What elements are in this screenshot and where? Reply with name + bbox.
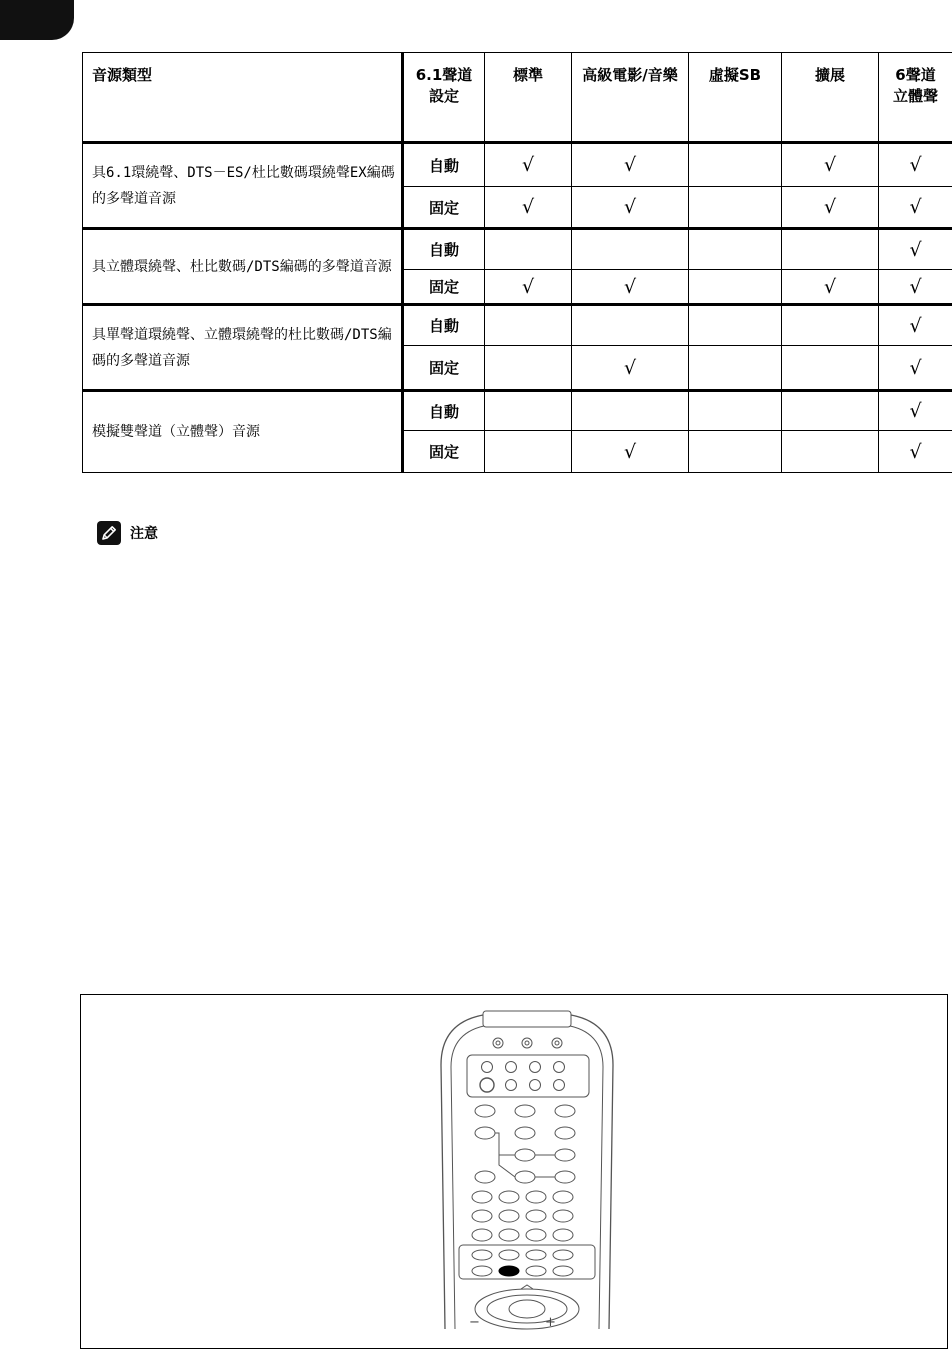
check-cell: √ — [782, 187, 879, 229]
header-source-type: 音源類型 — [83, 53, 403, 143]
check-cell: √ — [879, 143, 952, 187]
header-61ch-setting-line1: 6.1聲道 — [415, 66, 473, 84]
table-row — [83, 305, 952, 346]
source-type-cell: 模擬雙聲道（立體聲）音源 — [83, 391, 403, 473]
check-cell: √ — [572, 346, 689, 391]
check-cell — [689, 187, 782, 229]
check-cell — [572, 229, 689, 270]
check-cell — [689, 229, 782, 270]
pencil-icon — [97, 521, 121, 545]
check-cell — [689, 305, 782, 346]
check-cell: √ — [572, 270, 689, 305]
header-standard: 標準 — [485, 53, 572, 143]
setting-cell: 自動 — [403, 305, 485, 346]
setting-cell: 自動 — [403, 391, 485, 431]
header-61ch-setting — [403, 53, 485, 143]
check-cell — [689, 431, 782, 473]
header-61ch-setting-line2: 設定 — [428, 87, 459, 105]
minus-symbol: − — [469, 1315, 480, 1330]
check-cell: √ — [879, 431, 952, 473]
note-label: 注意 — [130, 526, 158, 542]
setting-cell: 固定 — [403, 431, 485, 473]
setting-cell: 自動 — [403, 229, 485, 270]
table-row — [83, 229, 952, 270]
navigation-pad — [475, 1285, 579, 1329]
check-cell: √ — [782, 143, 879, 187]
plus-symbol: + — [545, 1315, 556, 1330]
check-cell: √ — [879, 187, 952, 229]
setting-cell: 固定 — [403, 270, 485, 305]
check-cell: √ — [879, 270, 952, 305]
remote-illustration-frame — [80, 994, 948, 1349]
check-cell — [782, 229, 879, 270]
header-virtual-sb: 虛擬SB — [689, 53, 782, 143]
check-cell: √ — [572, 143, 689, 187]
surround-mode-table-wrapper — [82, 52, 952, 463]
check-cell — [485, 305, 572, 346]
check-cell: √ — [879, 346, 952, 391]
check-cell — [782, 305, 879, 346]
setting-cell: 自動 — [403, 143, 485, 187]
source-type-cell: 具立體環繞聲、杜比數碼/DTS編碼的多聲道音源 — [83, 229, 403, 305]
check-cell — [689, 391, 782, 431]
remote-control-illustration — [437, 1005, 617, 1335]
check-cell: √ — [782, 270, 879, 305]
button-grid-top — [480, 1062, 565, 1093]
check-cell: √ — [485, 187, 572, 229]
check-cell: √ — [485, 270, 572, 305]
number-pad — [472, 1191, 573, 1241]
check-cell — [689, 270, 782, 305]
check-cell — [485, 346, 572, 391]
check-cell — [689, 346, 782, 391]
check-cell — [572, 305, 689, 346]
check-cell: √ — [572, 187, 689, 229]
check-cell — [572, 391, 689, 431]
check-cell: √ — [572, 431, 689, 473]
check-cell: √ — [879, 391, 952, 431]
surround-mode-table — [82, 52, 952, 473]
header-advanced: 高級電影/音樂 — [572, 53, 689, 143]
check-cell — [782, 391, 879, 431]
header-6ch-stereo-line2: 立體聲 — [892, 87, 938, 105]
setting-cell: 固定 — [403, 346, 485, 391]
check-cell — [485, 431, 572, 473]
source-type-cell: 具單聲道環繞聲、立體環繞聲的杜比數碼/DTS編碼的多聲道音源 — [83, 305, 403, 391]
setting-cell: 固定 — [403, 187, 485, 229]
check-cell — [485, 391, 572, 431]
check-cell: √ — [485, 143, 572, 187]
highlighted-button — [499, 1266, 519, 1276]
page-tab-marker — [0, 0, 74, 40]
source-type-cell: 具6.1環繞聲、DTS－ES/杜比數碼環繞聲EX編碼的多聲道音源 — [83, 143, 403, 229]
check-cell — [485, 229, 572, 270]
note-heading — [97, 521, 158, 545]
check-cell — [782, 346, 879, 391]
check-cell — [689, 143, 782, 187]
table-row — [83, 391, 952, 431]
header-expanded: 擴展 — [782, 53, 879, 143]
header-6ch-stereo-line1: 6聲道 — [895, 66, 936, 84]
function-buttons — [475, 1105, 575, 1183]
check-cell — [782, 431, 879, 473]
table-row — [83, 143, 952, 187]
mode-buttons — [472, 1250, 573, 1276]
check-cell: √ — [879, 305, 952, 346]
check-cell: √ — [879, 229, 952, 270]
table-header-row — [83, 53, 952, 143]
header-6ch-stereo — [879, 53, 952, 143]
